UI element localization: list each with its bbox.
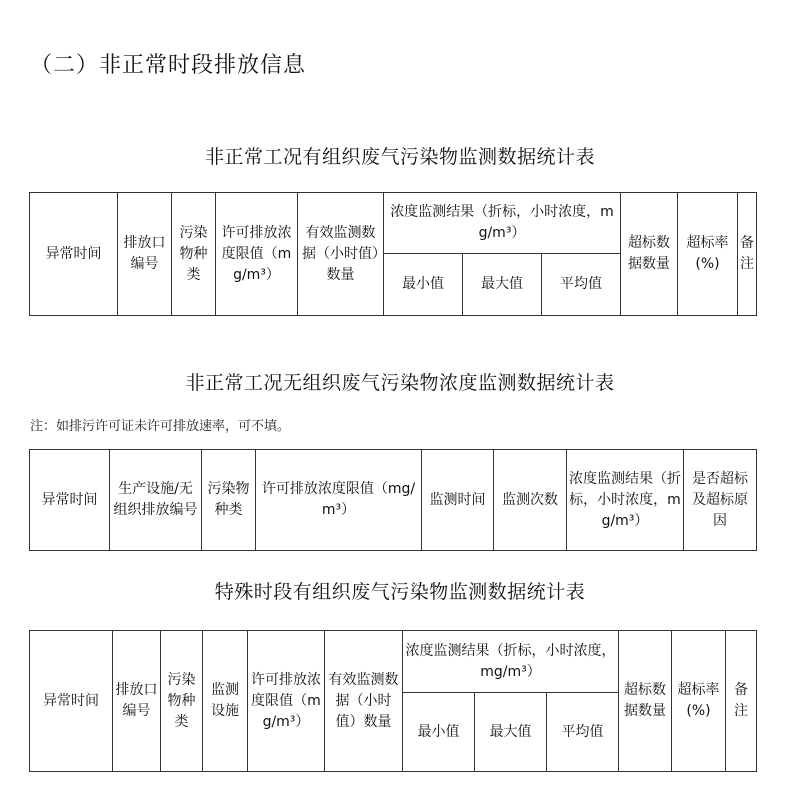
header-exceed-rate: 超标率(%) (678, 193, 738, 316)
header-outlet-id: 排放口编号 (118, 193, 172, 316)
header-outlet-id: 排放口编号 (113, 631, 161, 772)
header-monitor-time: 监测时间 (422, 450, 494, 551)
header-facility-id: 生产设施/无组织排放编号 (110, 450, 202, 551)
header-pollutant: 污染物种类 (172, 193, 216, 316)
header-max: 最大值 (475, 693, 547, 772)
table1-title: 非正常工况有组织废气污染物监测数据统计表 (204, 146, 595, 168)
section-title: （二）非正常时段排放信息 (30, 53, 307, 78)
header-monitor-count: 监测次数 (494, 450, 567, 551)
header-remark: 备注 (726, 631, 757, 772)
header-limit: 许可排放浓度限值（mg/m³） (216, 193, 298, 316)
header-exceed-reason: 是否超标及超标原因 (684, 450, 757, 551)
table2-note: 注：如排污许可证未许可排放速率，可不填。 (30, 419, 291, 434)
header-exceed-count: 超标数据数量 (621, 193, 678, 316)
header-facility: 监测设施 (203, 631, 248, 772)
header-min: 最小值 (384, 254, 463, 316)
table2-unorganized-abnormal (29, 449, 757, 551)
table2-title: 非正常工况无组织废气污染物浓度监测数据统计表 (185, 372, 615, 394)
header-abnormal-time: 异常时间 (30, 631, 113, 772)
header-exceed-rate: 超标率(%) (672, 631, 726, 772)
header-pollutant: 污染物种类 (202, 450, 256, 551)
header-limit: 许可排放浓度限值（mg/m³） (256, 450, 422, 551)
header-result-group: 浓度监测结果（折标，小时浓度，mg/m³） (384, 193, 621, 254)
header-result-group: 浓度监测结果（折标，小时浓度，mg/m³） (403, 631, 619, 693)
header-valid-count: 有效监测数据（小时值）数量 (298, 193, 384, 316)
header-remark: 备注 (738, 193, 757, 316)
header-limit: 许可排放浓度限值（mg/m³） (248, 631, 325, 772)
header-exceed-count: 超标数据数量 (619, 631, 672, 772)
table3-title: 特殊时段有组织废气污染物监测数据统计表 (214, 581, 586, 603)
header-avg: 平均值 (542, 254, 621, 316)
table3-special-period (29, 630, 757, 772)
table1-organized-abnormal (29, 192, 757, 316)
header-valid-count: 有效监测数据（小时值）数量 (325, 631, 403, 772)
header-min: 最小值 (403, 693, 475, 772)
header-max: 最大值 (463, 254, 542, 316)
header-pollutant: 污染物种类 (161, 631, 203, 772)
header-result: 浓度监测结果（折标，小时浓度，mg/m³） (567, 450, 684, 551)
header-avg: 平均值 (547, 693, 619, 772)
header-abnormal-time: 异常时间 (30, 450, 110, 551)
header-abnormal-time: 异常时间 (30, 193, 118, 316)
